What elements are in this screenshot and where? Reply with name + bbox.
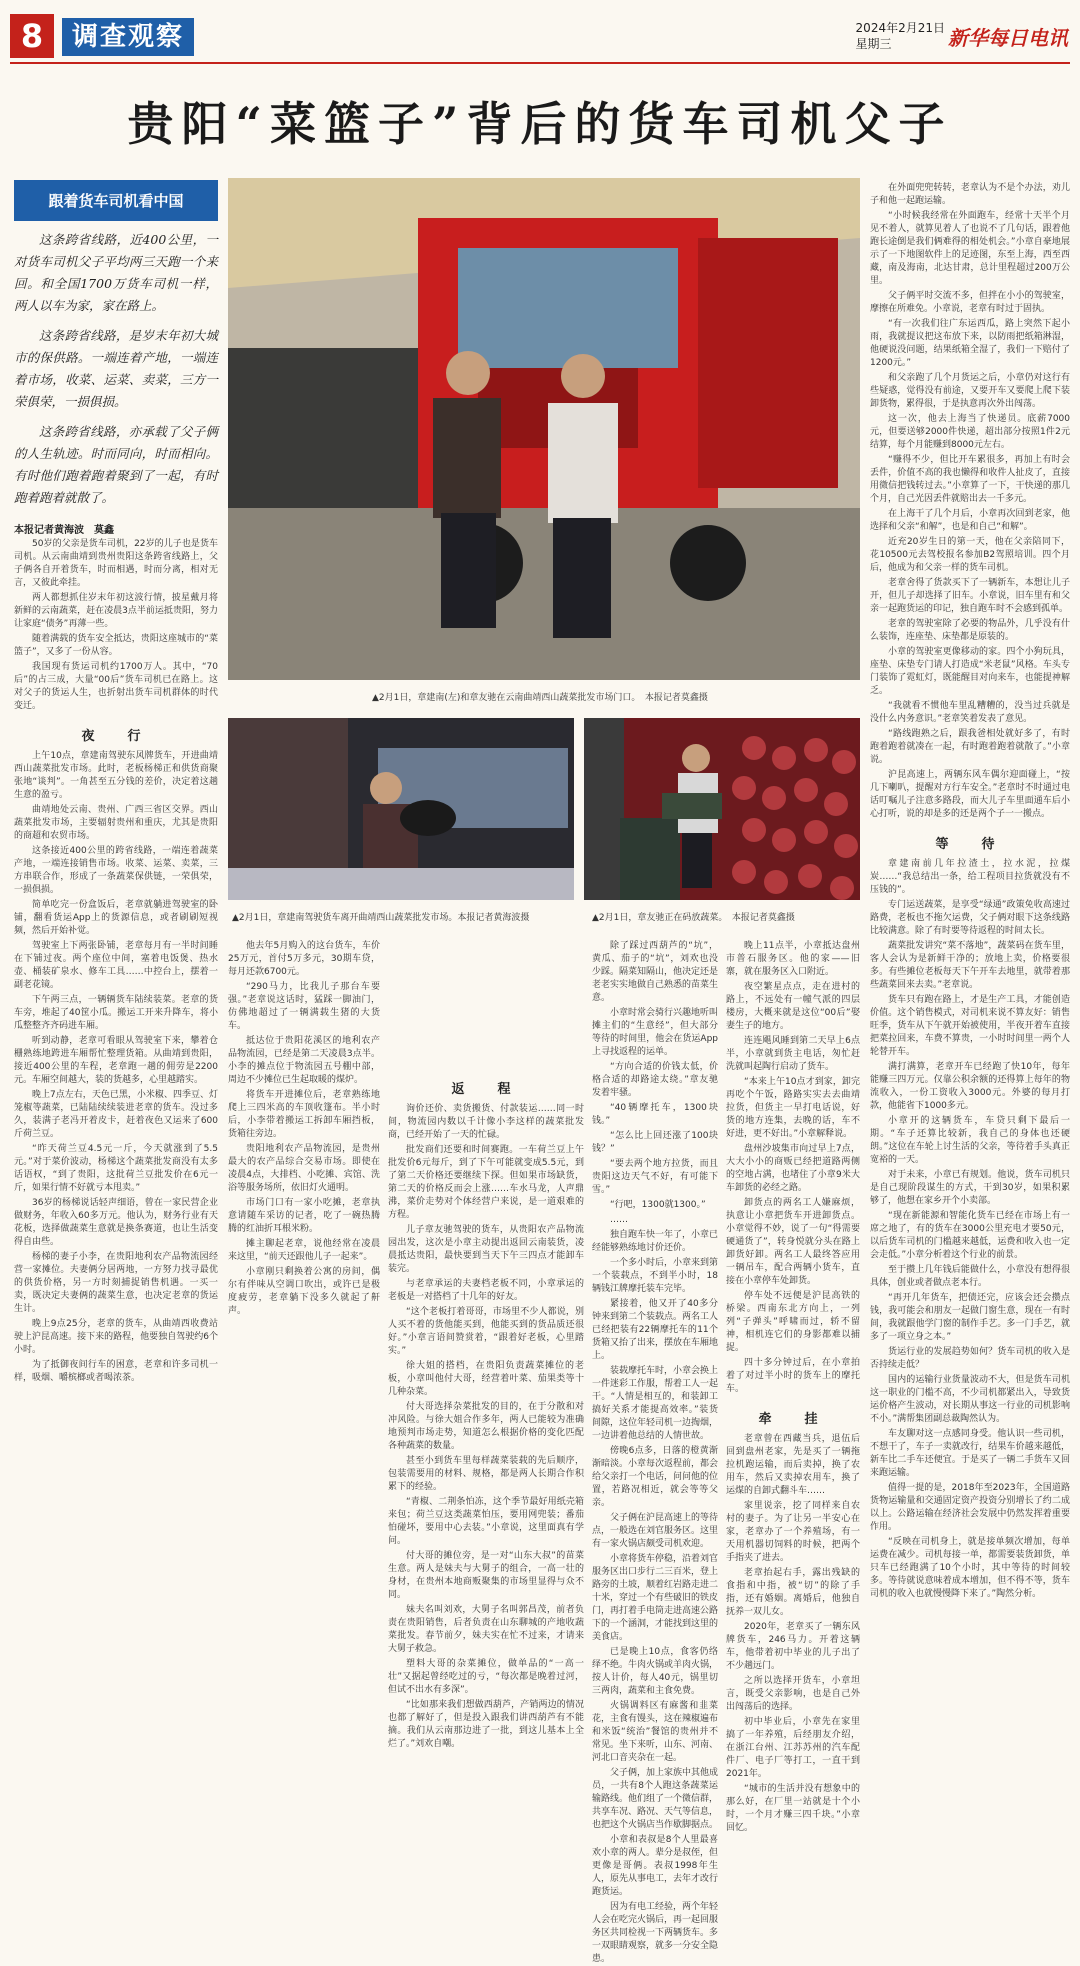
page-number: 8	[10, 14, 54, 58]
paragraph: 两人都想抓住岁末年初这波行情，披星戴月将新鲜的云南蔬菜，赶在凌晨3点半前运抵贵阳，努力让家庭“债务”再薄一些。	[14, 593, 218, 629]
paragraph: 章建南前几年拉渣土，拉水泥，拉煤炭……“我总结出一条，给工程项目拉货就没有不压钱的”。	[870, 859, 1070, 895]
paragraph: 将货车开进摊位后，老章熟练地爬上三四米高的车顶收篷布。半小时后，小李带着搬运工拆卸车厢挡板，货箱往旁边。	[228, 1090, 380, 1139]
paragraph: 装载摩托车时，小章会换上一件迷彩工作服，帮着工人一起干。“人情是相互的，和装卸工搞好关系才能提高效率。”装货间隙，这位年轻司机一边掏烟，一边讲着他总结的人情世故。	[592, 1366, 719, 1441]
paragraph: “反映在司机身上，就是接单频次增加，每单运费在减少。司机每接一单，都需要装货卸货，单只车已经跑满了10个小时，其中等待的时间较多。等待就说意味着成本增加，但不得不等，货车司机的收入也就慢慢降下来了。”陶然分析。	[870, 1537, 1070, 1599]
paragraph: 小章和表叔是8个人里最喜欢小章的两人。辈分是叔侄，但更像是哥俩。表叔1998年生人，原先从事电工，去年才改行跑货运。	[592, 1835, 719, 1897]
subhead-night: 夜 行	[81, 729, 151, 744]
paragraph: 甚至小到货车里每样蔬菜装载的先后顺序，包装需要用的材料、规格，都是两人长期合作积累下的经验。	[388, 1456, 584, 1492]
paragraph: 已是晚上10点，食客仍络绎不绝。牛肉火锅或羊肉火锅，按人计价，每人40元，锅里切三两肉，蔬菜和主食免费。	[592, 1647, 719, 1696]
paragraph: 因为有电工经验，两个年轻人会在吃完火锅后，再一起回服务区共同检视一下两辆货车。多一双眼睛观察，就多一分安全隐患。	[592, 1902, 719, 1964]
paragraph: 晚上7点左右，天色已黑，小米椒、四季豆、灯笼椒等蔬菜，已陆陆续续装进老章的货车。没过多久，装满子老冯开着皮卡，赶着夜色又运来了600斤荷兰豆。	[14, 1090, 218, 1139]
paragraph: 火锅调料区有麻酱和韭菜花，主食有馒头，这在辣椒遍布和米饭“统治”餐馆的贵州并不常见。坐下来听，山东、河南、河北口音夹杂在一起。	[592, 1701, 719, 1763]
paragraph: 摊主聊起老章，说他经常在凌晨来这里，“前天还跟他儿子一起来”。	[228, 1239, 380, 1262]
paragraph: 徐大姐的搭档，在贵阳负责蔬菜摊位的老板，小章叫他付大哥，经营着叶菜、茄果类等十几种杂菜。	[388, 1361, 584, 1397]
paragraph: 父子俩平时交流不多，但拌在小小的驾驶室，摩擦在所难免。小章说，老章有时过于固执。	[870, 291, 1070, 314]
paragraph: 上午10点，章建南驾驶东风牌货车，开进曲靖西山蔬菜批发市场。此时，老板杨梯正和供货商聚张地“谈判”。一角甚至五分钱的差价，决定着这趟生意的盈亏。	[14, 751, 218, 800]
paragraph: 小章开的这辆货车，车贷只剩下最后一期。“车子还算比较新，我自己的身体也还硬朗。”这位在车轮上讨生活的父亲，等待着手头真正宽裕的一天。	[870, 1116, 1070, 1165]
paragraph: 除了踩过西葫芦的“坑”，黄瓜、茄子的“坑”，刘欢也没少踩。隔菜知隔山，他决定还是老老实实地做自己熟悉的苗菜生意。	[592, 941, 719, 1003]
paragraph: 蔬菜批发讲究“菜不落地”，蔬菜码在货车里，客人会认为是新鲜干净的；放地上卖，价格要很多。有些摊位老板每天下午开车去地里，就带着那些蔬菜回来去卖。”老章说。	[870, 941, 1070, 990]
paragraph: 晚上11点半，小章抵达盘州市普石服务区。他的家——旧寨，就在服务区入口附近。	[726, 941, 860, 977]
paragraph: “城市的生活并没有想象中的那么好，在厂里一站就是十个小时，一个月才赚三四千块。”小章回忆。	[726, 1784, 860, 1833]
paragraph: 听到动静，老章可看眼从驾驶室下来，攀着仓栅熟练地跨进车厢帮忙整理货箱。从曲靖到贵阳，接近400公里的车程，老章跑一趟的佣劳是2200元。车厢空间越大，装的货越多，心里越踏实。	[14, 1036, 218, 1085]
paragraph: 连连飓风睡到第二天早上6点半，小章就到货主电话，匆忙赶洗就叫起陶行启动了货车。	[726, 1036, 860, 1072]
paragraph: 付大哥的摊位旁，是一对“山东大叔”的苗菜生意。两人是妹夫与大舅子的组合，一高一壮的身材，在贵州本地商贩聚集的市场里显得与众不同。	[388, 1551, 584, 1600]
paragraph: 妹夫名叫刘欢，大舅子名叫郭昌茂，前者负责在贵阳销售，后者负责在山东聊城的产地收蔬菜批发。春节前夕，妹夫实在忙不过来，才请来大舅子救急。	[388, 1605, 584, 1654]
paragraph: “有一次我们往广东运西瓜，路上突然下起小雨，我就提议把这布放下来，以防雨把纸箱淋湿，他硬说没问题，结果纸箱全湿了，我们一下赔付了1200元。”	[870, 319, 1070, 368]
paragraph: 老章抬起右手，露出残缺的食指和中指，被“切”的除了手指，还有婚姻。离婚后，他独自抚养一双儿女。	[726, 1568, 860, 1617]
paragraph: 四十多分钟过后，在小章拍着了对过半小时的货车上的摩托车。	[726, 1358, 860, 1394]
paragraph: 这条接近400公里的跨省线路，一端连着蔬菜产地，一端连接销售市场。收菜、运菜、卖菜，三方串联合作，形成了一条蔬菜保供链，一荣俱荣，一损俱损。	[14, 846, 218, 895]
paragraph: 贵阳地利农产品物流园，是贵州最大的农产品综合交易市场。即使在凌晨4点，大排档、小吃摊、宾馆、洗浴等服务场所，依旧灯火通明。	[228, 1144, 380, 1193]
paragraph: 杨梯的妻子小李，在贵阳地利农产品物流园经营一家摊位。夫妻俩分居两地，一方努力找寻最优的供货价格，另一方时刻捕捉销售机遇。一买一卖，既决定夫妻俩的蔬菜生意，也决定老章的货运生计。	[14, 1252, 218, 1314]
paragraph: 曲靖地处云南、贵州、广西三省区交界。西山蔬菜批发市场，主要辐射贵州和重庆，尤其是贵阳的商超和农贸市场。	[14, 805, 218, 841]
truck-photo-illustration	[228, 178, 860, 680]
paragraph: 儿子章友驰驾驶的货车，从贵阳农产品物流园出发，这次是小章主动提出返回云南装货，凌晨抵达贵阳，最快要到当天下午三四点才能卸车装完。	[388, 1225, 584, 1274]
paragraph: 一个多小时后，小章来到第一个装载点，不到半小时，18辆钱江牌摩托装车完毕。	[592, 1258, 719, 1294]
section-title: 调查观察	[62, 18, 194, 56]
paragraph: 驾驶室上下两张卧铺，老章每月有一半时间睡在下铺过夜。两个座位中间，塞着电饭煲、热水壶、桶装矿泉水、修车工具……中控台上，摆着一副老花镜。	[14, 941, 218, 990]
paragraph: 夜空繁星点点，走在进村的路上，不远处有一幢气派的四层楼房，大概来就是这位“00后”娶妻生子的地方。	[726, 982, 860, 1031]
paragraph: 至于攒上几年钱后能做什么，小章没有想得很具体，创业或者做点老本行。	[870, 1265, 1070, 1288]
paragraph: 简单吃完一份盒饭后，老章就躺进驾驶室的卧铺，翻看货运App上的货源信息，或者刷刷短视频，然后开始补觉。	[14, 900, 218, 936]
lead-paragraph: 这条跨省线路，近400公里，一对货车司机父子平均两三天跑一个来回。和全国1700万货车司机一样，两人以车为家，家在路上。	[14, 232, 218, 313]
night-body	[14, 750, 218, 1385]
paragraph: “怎么比上回还涨了100块钱？”	[592, 1131, 718, 1154]
lead-paragraphs	[14, 229, 218, 509]
paragraph: “昨天荷兰豆4.5元一斤，今天就涨到了5.5元。”对于菜价波动，杨梯这个蔬菜批发商没有太多话语权，“到了贵阳，这批荷兰豆批发价在6元一斤，如果行情不好就亏本甩卖。”	[14, 1144, 218, 1193]
paragraph: 下午两三点，一辆辆货车陆续装菜。老章的货车旁，堆起了40筐小瓜。搬运工开来升降车，将小瓜整整齐齐码进车厢。	[14, 995, 218, 1031]
paragraph: “这个老板打着哥哥，市场里不少人都说，别人买不着的货他能买到，他能买到的货品质还很好。”小章言语间赞赏着，“跟着好老板，心里踏实。”	[388, 1307, 584, 1356]
paragraph: 在上海干了几个月后，小章再次回到老家，他选择和父亲“和解”，也是和自己“和解”。	[870, 509, 1070, 532]
paragraph: 小章刚只剩换着公寓的房间，偶尔有伴味从空调口吹出，或许已是极度疲劳，老章躺下没多久就起了鼾声。	[228, 1267, 380, 1316]
paragraph: 车友聊对这一点感同身受。他认识一些司机，不想干了，车子一卖就改行，结果车价越来越低，新车比二手车还便宜。于是买了一辆二手货车又回来跑运输。	[870, 1429, 1070, 1478]
headline: 贵阳“菜篮子”背后的货车司机父子	[127, 97, 953, 151]
paragraph: 家里说亲，挖了同样来自农村的妻子。为了让另一半安心在家，老章办了一个养殖场，有一天用机器切饲料的时候，把两个手指夹了进去。	[726, 1501, 860, 1563]
left-column	[14, 180, 218, 1387]
paragraph: 老章的驾驶室除了必要的物品外，几乎没有什么装饰，连座垫、床垫都是原装的。	[870, 619, 1070, 642]
loading-photo	[584, 718, 860, 900]
paragraph: 紧接着，他又开了40多分钟来到第二个装载点。两名工人已经把装有22辆摩托车的11个货箱又抬了出来，摆放在车厢地上。	[592, 1299, 719, 1361]
paragraph: 晚上9点25分，老章的货车，从曲靖西收费站驶上沪昆高速。接下来的路程，他要独自驾驶约6个小时。	[14, 1319, 218, 1355]
paragraph: “再开几年货车，把债还完，应该会还会攒点钱，我可能会和朋友一起做门窗生意，现在一有时间，我就跟他学门窗的制作手艺。多一门手艺，就多了一项立身之本。”	[870, 1293, 1070, 1342]
paragraph: 老章曾在西藏当兵，退伍后回到盘州老家，先是买了一辆拖拉机跑运输，而后卖掉，换了农用车，然后又卖掉农用车，换了运煤的自卸式翻斗车……	[726, 1434, 860, 1496]
intro-body	[14, 538, 218, 713]
column-4	[592, 938, 719, 1964]
paragraph: 之所以选择开货车，小章坦言，既受父亲影响，也是自己外出闯荡后的选择。	[726, 1676, 860, 1712]
paragraph: 盘州沙坡集市向过早上7点，大大小小的商贩已经把道路两侧的空地占满，也堵住了小章9米大车卸货的必经之路。	[726, 1144, 860, 1193]
weekday-text: 星期三	[855, 37, 892, 51]
subhead-worry: 牵 挂	[758, 1412, 828, 1427]
paragraph: 父子俩，加上家族中其他成员，一共有8个人跑这条蔬菜运输路线。他们组了一个微信群，共享车况、路况、天气等信息，也把这个火锅店当作歇脚据点。	[592, 1768, 719, 1830]
paragraph: “比如那来我们想做西葫芦，产销两边的情况也都了解好了，但是投入跟我们讲西葫芦有不能摘。我们从云南那边进了一批，到这儿基本上全烂了。”刘欢自嘲。	[388, 1700, 584, 1749]
masthead-rule	[10, 62, 1070, 64]
paragraph: “方向合适的价钱太低，价格合适的却路途太绕。”章友驰发着牢骚。	[592, 1062, 718, 1098]
column-3	[388, 938, 584, 1749]
paragraph: 随着满载的货车安全抵达，贵阳这座城市的“菜篮子”，又多了一份从容。	[14, 634, 218, 657]
date-text: 2024年2月21日	[855, 21, 945, 35]
byline: 本报记者黄海波 莫鑫	[14, 525, 114, 536]
paragraph: 抵达位于贵阳花溪区的地利农产品物流园，已经是第二天凌晨3点半。小李的摊点位于物流园五号棚中部，周边不少摊位已生起取暖的煤炉。	[228, 1036, 380, 1085]
paragraph: 市场门口有一家小吃摊，老章执意请随车采访的记者，吃了一碗热腾腾的红油折耳根米粉。	[228, 1198, 380, 1234]
paragraph: 2020年，老章买了一辆东风牌货车，246马力。开着这辆车，他带着初中毕业的儿子出了不少趟远门。	[726, 1622, 860, 1671]
series-banner: 跟着货车司机看中国	[14, 180, 218, 221]
issue-date	[856, 20, 945, 52]
paragraph: 卸货点的两名工人嫌麻烦，执意让小章把货车开进卸货点。小章觉得不妙，说了一句“得需要硬通货了”，转身悦就分头在路上卸货好卸。两名工人最终答应用一辆吊车，配合两辆小货车，直接在小章停车处卸货。	[726, 1198, 860, 1286]
paragraph: 询价还价、卖货搬货、付款装运……同一时间，物流园内数以千计像小李这样的蔬菜批发商，已经开始了一天的忙碌。	[388, 1104, 584, 1140]
paragraph: 父子俩在沪昆高速上的等待点，一般选在刘官服务区。这里有一家火锅店颇受司机欢迎。	[592, 1513, 719, 1549]
paragraph: “路线跑熟之后，跟我爸相处就好多了，有时跑着跑着就凑在一起，有时跑着跑着就散了。”小章说。	[870, 729, 1070, 765]
paragraph: 批发商们还要和时间赛跑。一车荷兰豆上午批发价6元每斤，到了下午可能就变成5.5元，到了第二天价格还要继续下探。但如果市场缺货，第二天的价格反而会上涨……车水马龙，人声鼎沸，菜价走势对个体经营户来说，是一道艰难的方程。	[388, 1145, 584, 1220]
paragraph: “40辆摩托车，1300块钱。”	[592, 1103, 718, 1126]
subhead-wait: 等 待	[935, 837, 1005, 852]
paragraph: “小时候我经常在外面跑车，经常十天半个月见不着人，就算见着人了也说不了几句话，跟着他跑长途倒是我们俩难得的相处机会。”小章自豪地展示了一下地图软件上的足迹图，东至上海，西至西藏，南及海南，北达甘肃，总计里程超过200万公里。	[870, 211, 1070, 286]
main-photo-trucks	[228, 178, 860, 680]
lead-paragraph: 这条跨省线路，是岁末年初大城市的保供路。一端连着产地，一端连着市场，收菜、运菜、卖菜，三方一荣俱荣，一损俱损。	[14, 328, 218, 409]
paragraph: 满打满算，老章开车已经跑了快10年，每年能赚三四万元。仅靠公积余额的还得算上每年的物流收入，一份工资收入3000元。外婆的每月打款，他能省下1000多元。	[870, 1062, 1070, 1111]
paragraph: 这一次，他去上海当了快递员。底薪7000元，但要送够2000件快递，超出部分按照1件2元结算，每个月能赚到8000元左右。	[870, 414, 1070, 450]
paragraph: ……	[610, 1215, 628, 1225]
paragraph: 货车只有跑在路上，才是生产工具，才能创造价值。这个销售模式，对司机来说不算友好：销售旺季，货车从下午就开始被使用，半夜开着车直接把菜拉回来，车费不算贵，一小时时间里一两个人轮替开车。	[870, 995, 1070, 1057]
brand-logo: 新华每日电讯	[948, 26, 1068, 50]
paragraph: 50岁的父亲是货车司机，22岁的儿子也是货车司机。从云南曲靖到贵州贵阳这条跨省线路上，父子俩各自开着货车，时而相遇，时而分离，相对无言，又彼此牵挂。	[14, 539, 218, 588]
paragraph: 与老章承运的夫妻档老板不同，小章承运的老板是一对搭档了十几年的好友。	[388, 1279, 584, 1302]
paragraph: 付大哥选择杂菜批发的目的，在于分散和对冲风险。与徐大姐合作多年，两人已能较为准确地预判市场走势，知道怎么根据价格的变化匹配各种蔬菜的数量。	[388, 1402, 584, 1451]
column-5	[726, 938, 860, 1833]
paragraph: 小章将货车停稳，沿着刘官服务区出口步行二三百米，登上路旁的土坡，顺着红岩路走进二十米，穿过一个有些破旧的铁皮门，再打着手电筒走进高速公路下的一个涵洞，才能找到这里的美食店。	[592, 1554, 719, 1642]
paragraph: “要去两个地方拉货，而且贵阳这边天气不好，有可能下雪。”	[592, 1159, 718, 1195]
paragraph: “本来上午10点才到家，卸完再吃个午饭，路路实实去去曲靖拉货，但货主一早打电话说，好货的地方连集，去晚的话，车不好进，更不好出。”小章解释说。	[726, 1077, 860, 1139]
paragraph: 老章舍得了货款买下了一辆新车，本想让儿子开，但儿子却选择了旧车。小章说，旧车里有和父亲一起跑货运的印记，独自跑车时不会感到孤单。	[870, 578, 1070, 614]
loading-photo-caption: ▲2月1日，章友驰正在码放蔬菜。 本报记者莫鑫摄	[592, 913, 795, 923]
paragraph: 初中毕业后，小章先在家里搞了一年养殖，后经朋友介绍，在浙江台州、江苏苏州的汽车配件厂、电子厂等打工，一直干到2021年。	[726, 1717, 860, 1779]
paragraph: 国内的运输行业货量波动不大，但是货车司机这一职业的门槛不高，不少司机都紧出入，导致货运价格产生波动，对长期从事这一行业的司机影响不小。”满帮集团副总裁陶然认为。	[870, 1375, 1070, 1424]
paragraph: 塑料大哥的杂菜摊位，做单品的“一高一壮”又据起曾经吃过的亏，“每次都是晚着过河，但试不出水有多深”。	[388, 1659, 584, 1695]
paragraph: “290马力，比我儿子那台车要强。”老章说这话时，猛踩一脚油门，仿佛地超过了一辆满载生猪的大货车。	[228, 982, 380, 1031]
paragraph: “我就看不惯他车里乱糟糟的，没当过兵就是没什么内务意识。”老章笑着发表了意见。	[870, 701, 1070, 724]
paragraph: 为了抵御夜间行车的困意，老章和许多司机一样，吸烟、嚼槟榔或者喝浓茶。	[14, 1360, 218, 1383]
paragraph: 和父亲跑了几个月货运之后，小章仍对这行有些疑惑，觉得没有前途，又要开车又要爬上爬下装卸货物，累得很，于是执意再次外出闯荡。	[870, 373, 1070, 409]
paragraph: 他去年5月购入的这台货车，车价25万元，首付5万多元，30期车贷，每月还款6700元。	[228, 941, 380, 977]
paragraph: “赚得不少，但比开车累很多，再加上有时会丢件，价值不高的我也懒得和收件人扯皮了，直接用微信把钱转过去。”小章算了一下，干快递的那几个月，自己光因丢件就赔出去一千多元。	[870, 455, 1070, 504]
loading-photo-illustration	[584, 718, 860, 900]
paragraph: “青椒、二荆条怕冻，这个季节最好用纸壳箱来包；荷兰豆这类蔬菜怕压，要用网兜装；番茄怕碰坏，要用中心去装。”小章说，这里面真有学问。	[388, 1497, 584, 1546]
paragraph: 我国现有货运司机约1700万人。其中，“70后”的占三成，大量“00后”货车司机已在路上。这对父子的货运人生，也折射出货车司机群体的时代变迁。	[14, 662, 218, 711]
cab-photo-caption: ▲2月1日，章建南驾驶货车离开曲靖西山蔬菜批发市场。本报记者黄海波摄	[232, 913, 530, 923]
paragraph: 值得一提的是，2018年至2023年，全国道路货物运输量和交通固定资产投资分别增长了约二成以上。公路运输在经济社会发展中仍然发挥着重要作用。	[870, 1483, 1070, 1532]
paragraph: 沪昆高速上，两辆东风车偶尔迎面碰上，“按几下喇叭，提醒对方行车安全。”老章时不时通过电话叮嘱儿子注意多路段，而大儿子车里面通车后小心打听，说的却是多的还是两个子一一搬点。	[870, 770, 1070, 819]
paragraph: 专门运送蔬菜，是享受“绿通”政策免收高速过路费，老板也不拖欠运费，父子俩对眼下这条线路比较满意。除了有时要等待返程的时间太长。	[870, 900, 1070, 936]
paragraph: 小章的驾驶室更像移动的家。四个小狗玩具，座垫、床垫专门请人打造成“米老鼠”风格。车头专门装饰了霓虹灯，既能醒目对向来车，也能提神解乏。	[870, 647, 1070, 696]
paragraph: 停车处不远便是沪昆高铁的桥梁。西南东北方向上，一列列“子弹头”呼啸而过，轿不留神，相机连它们的身影都难以捕捉。	[726, 1291, 860, 1353]
paragraph: “现在新能源和智能化货车已经在市场上有一席之地了，有的货车在3000公里充电才要50元，以后货车司机的门槛越来越低，运费和收入也一定会走低。”小章分析着这个行业的前景。	[870, 1211, 1070, 1260]
paragraph: 小章时常会骑行兴趣地听叫摊主们的“生意经”，但大部分等待的时间里，他会在货运App上寻找返程的运单。	[592, 1008, 719, 1057]
paragraph: 36岁的杨梯说话轻声细语，曾在一家民营企业做财务，年收入60多万元。他认为，财务行业有天花板，选择做蔬菜生意就是换条赛道，也让生活变得自由些。	[14, 1198, 218, 1247]
cab-photo-illustration	[228, 718, 574, 900]
paragraph: 独自跑车快一年了，小章已经能够熟练地讨价还价。	[592, 1230, 719, 1253]
main-photo-caption: ▲2月1日，章建南(左)和章友驰在云南曲靖西山蔬菜批发市场门口。 本报记者莫鑫摄	[372, 693, 708, 703]
masthead	[0, 0, 1080, 60]
right-column	[870, 180, 1070, 1599]
paragraph: 货运行业的发展趋势如何？货车司机的收入是否持续走低？	[870, 1347, 1070, 1370]
subhead-return: 返 程	[451, 1082, 521, 1097]
lead-paragraph: 这条跨省线路，亦承载了父子俩的人生轨迹。时而同向，时而相向。有时他们跑着跑着聚到了一起，有时跑着跑着就散了。	[14, 424, 218, 505]
paragraph: 在外面兜兜转转，老章认为不是个办法，劝儿子和他一起跑运输。	[870, 183, 1070, 206]
paragraph: 对于未来，小章已有规划。他说，货车司机只是自己现阶段谋生的方式，干到30岁，如果积累够了，他想在家乡开个小卖部。	[870, 1170, 1070, 1206]
column-2	[228, 938, 380, 1558]
paragraph: “行吧，1300就1300。”	[610, 1200, 706, 1210]
cab-photo	[228, 718, 574, 900]
paragraph: 傍晚6点多，日落的橙黄渐渐暗淡。小章每次返程前，都会给父亲打一个电话，问问他的位置，若路况相近，就会等等父亲。	[592, 1446, 719, 1508]
paragraph: 近充20岁生日的第一天，他在父亲陪同下，花10500元去驾校报名参加B2驾照培训。四个月后，他成为和父亲一样的货车司机。	[870, 537, 1070, 573]
